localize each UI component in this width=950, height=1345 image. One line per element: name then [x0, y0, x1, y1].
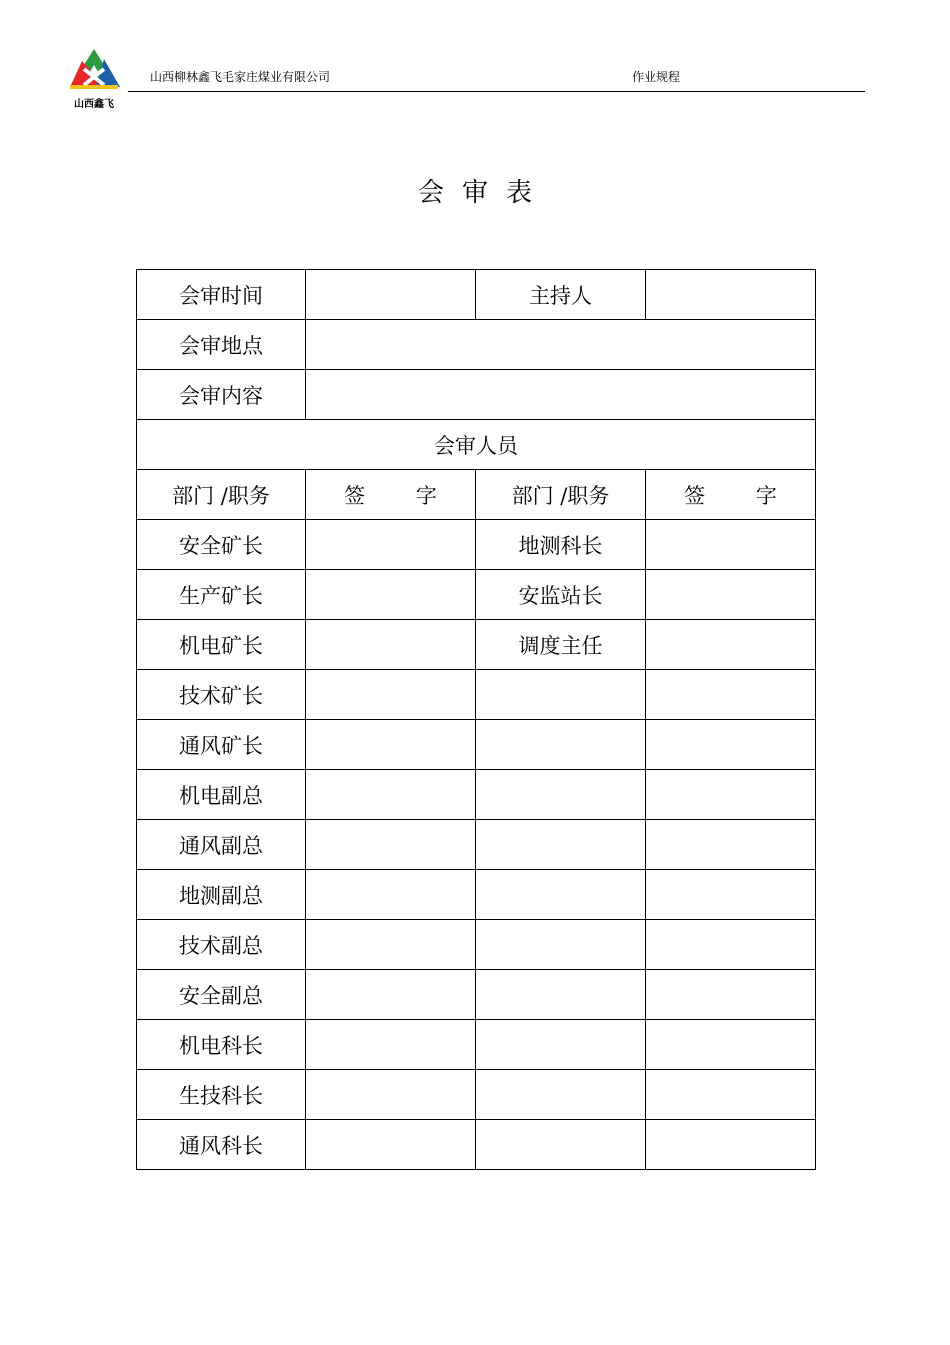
- sign-right: [646, 720, 816, 770]
- sign-left: [306, 670, 476, 720]
- sign-right: [646, 520, 816, 570]
- time-value: [306, 270, 476, 320]
- sign-left: [306, 1070, 476, 1120]
- review-table: [136, 269, 816, 1170]
- dept-left: 技术副总: [137, 920, 306, 970]
- personnel-rows: [137, 520, 816, 1170]
- dept-right: [476, 870, 646, 920]
- host-label: 主持人: [476, 270, 646, 320]
- dept-right: [476, 720, 646, 770]
- table-row: [137, 320, 816, 370]
- col-sign-right: 签 字: [646, 470, 816, 520]
- table-row: [137, 720, 816, 770]
- sign-right: [646, 770, 816, 820]
- dept-right: 调度主任: [476, 620, 646, 670]
- table-row: [137, 1020, 816, 1070]
- col-dept-right: 部门 /职务: [476, 470, 646, 520]
- sign-left: [306, 870, 476, 920]
- sign-left: [306, 970, 476, 1020]
- header-divider: [128, 91, 865, 92]
- sign-left: [306, 1120, 476, 1170]
- dept-right: 地测科长: [476, 520, 646, 570]
- sign-left: [306, 620, 476, 670]
- sign-left: [306, 820, 476, 870]
- dept-left: 安全矿长: [137, 520, 306, 570]
- table-row: [137, 370, 816, 420]
- table-row: [137, 520, 816, 570]
- host-value: [646, 270, 816, 320]
- page-title: 会审表: [417, 178, 550, 208]
- table-row: [137, 1070, 816, 1120]
- content-value: [306, 370, 816, 420]
- dept-right: [476, 1120, 646, 1170]
- dept-left: 机电副总: [137, 770, 306, 820]
- sign-left: [306, 720, 476, 770]
- sign-right: [646, 870, 816, 920]
- sign-right: [646, 1120, 816, 1170]
- dept-left: 通风副总: [137, 820, 306, 870]
- sign-right: [646, 970, 816, 1020]
- dept-left: 机电矿长: [137, 620, 306, 670]
- col-dept-left: 部门 /职务: [137, 470, 306, 520]
- sign-right: [646, 570, 816, 620]
- dept-left: 地测副总: [137, 870, 306, 920]
- table-row: [137, 570, 816, 620]
- table-row: [137, 1120, 816, 1170]
- place-label: 会审地点: [137, 320, 306, 370]
- table-row: [137, 870, 816, 920]
- dept-left: 机电科长: [137, 1020, 306, 1070]
- table-row: [137, 420, 816, 470]
- table-row: [137, 970, 816, 1020]
- col-sign-left: 签 字: [306, 470, 476, 520]
- sign-right: [646, 620, 816, 670]
- sign-left: [306, 770, 476, 820]
- personnel-label: 会审人员: [137, 420, 816, 470]
- sign-left: [306, 570, 476, 620]
- logo-text: 山西鑫飞: [74, 99, 114, 110]
- table-row: [137, 920, 816, 970]
- sign-right: [646, 820, 816, 870]
- content-label: 会审内容: [137, 370, 306, 420]
- sign-right: [646, 1070, 816, 1120]
- logo-mountain-icon: [66, 47, 122, 93]
- sign-right: [646, 670, 816, 720]
- table-row: [137, 270, 816, 320]
- dept-right: [476, 920, 646, 970]
- dept-left: 技术矿长: [137, 670, 306, 720]
- sign-left: [306, 920, 476, 970]
- header-company-name: 山西柳林鑫飞毛家庄煤业有限公司: [150, 70, 331, 84]
- table-row: [137, 820, 816, 870]
- table-row: [137, 670, 816, 720]
- header-doc-type: 作业规程: [632, 70, 681, 84]
- dept-right: [476, 770, 646, 820]
- place-value: [306, 320, 816, 370]
- dept-right: [476, 820, 646, 870]
- sign-left: [306, 1020, 476, 1070]
- table-row: [137, 620, 816, 670]
- dept-right: 安监站长: [476, 570, 646, 620]
- sign-right: [646, 920, 816, 970]
- time-label: 会审时间: [137, 270, 306, 320]
- dept-right: [476, 970, 646, 1020]
- company-logo: [66, 47, 122, 109]
- table-header-row: [137, 470, 816, 520]
- dept-left: 安全副总: [137, 970, 306, 1020]
- dept-left: 通风矿长: [137, 720, 306, 770]
- dept-right: [476, 1020, 646, 1070]
- dept-left: 通风科长: [137, 1120, 306, 1170]
- table-row: [137, 770, 816, 820]
- sign-left: [306, 520, 476, 570]
- dept-left: 生产矿长: [137, 570, 306, 620]
- dept-left: 生技科长: [137, 1070, 306, 1120]
- dept-right: [476, 670, 646, 720]
- dept-right: [476, 1070, 646, 1120]
- sign-right: [646, 1020, 816, 1070]
